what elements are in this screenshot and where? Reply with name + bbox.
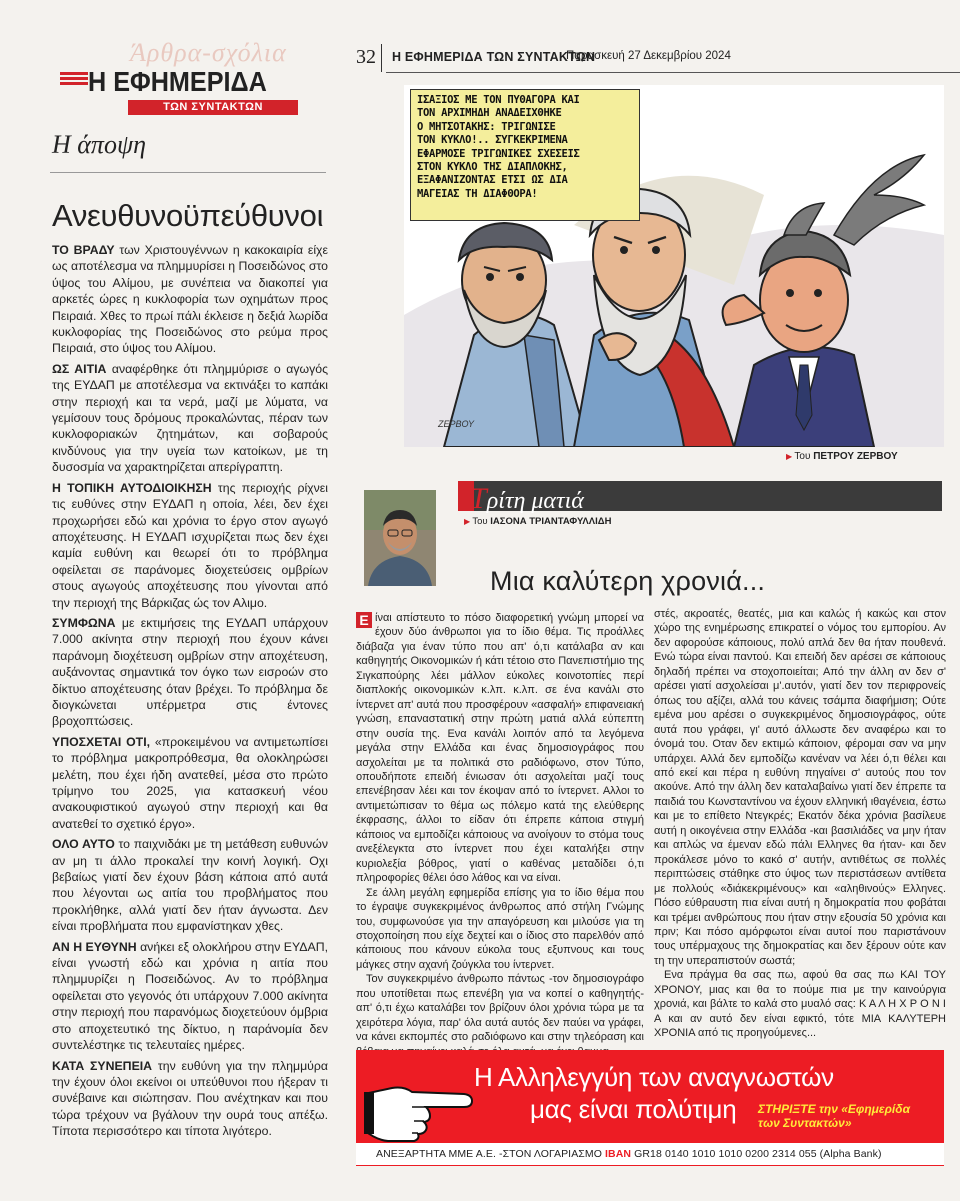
paragraph-text: το παιχνιδάκι με τη μετάθεση ευθυνών αν μη τι άλλο προκαλεί την κοινή λογική. Οχι βεβαίως γιατί δεν έχουν βάση κάποια από αυτά που λέγονται ως αιτία του προβλήματος που προκλήθηκε, αλλά γιατί δεν ήταν άγνωστα. Δεν είναι προβλήματα που εμφανίστηκαν χθες. (52, 837, 328, 934)
opinion-column-2 (654, 607, 946, 1041)
opinion-paragraph: στές, ακροατές, θεατές, μια και καλώς ή κακώς και στον χώρο της ενημέρωσης επικρατεί ο νόμος του εμπορίου. Αν δεν αφορούσε κάποιους, πολύ απλά δεν θα ήταν πουθενά. Ενώ τώρα είναι παντού. Και επειδή δεν αρέσει σε κάποιους δηλαδή πρέπει να στοχοποιείται; Από την άλλη αν δεν σ' αρέσει γιατί ασχολείσαι μ'.αυτόν, γιατί δεν τον περιφρονείς όπως του αξίζει, αλλά του κάνεις τσάμπα διαφήμιση; Ούτε εμένα μου αρέσει ο συγκεκριμένος δημοσιογράφος, ούτε αυτά που γράφει, γι' αυτό άλλωστε δεν αναφέρω και το όνομά του. Οταν δεν εκτιμώ κάποιον, φέρομαι σαν να μην υπάρχει. Αλλά δεν εμποδίζω κανέναν να λέει ό,τι θέλει και από εκεί και πέρα η ευθύνη πηγαίνει σ' αυτούς που τον ακούνε. Από την άλλη δεν καταλαβαίνω γιατί δεν έπρεπε τα παιδιά του Κωνσταντίνου να έχουν ελληνική ιθαγένεια, έστω και με το επίθετο Ντεγκρές; Εκατόν δέκα χρόνια βασίλευε αυτή η οικογένεια στην Ελλάδα -και βασιλιάδες να μην ήταν και απλώς να έμεναν εδώ πάλι Ελληνες θα ήταν- και δεν προκάλεσε μόνο το κακό σ' αυτήν, αντιθέτως σε πολλές περιπτώσεις στάθηκε στο ύψος των περιστάσεων αντίθετα με πολλούς «διάκεκριμένους» και «αληθινούς» Ελληνες. Πόσο εύθραυστη πια είναι αυτή η δημοκρατία που φοβάται και τρέμει ανθρώπους που ήταν στην εξουσία 50 χρόνια και πριν; Και πόσο αμόρφωτοι είναι αυτοί που παριστάνουν τους υπέρμαχους της δημοκρατίας και δεν ξέρουν ούτε καν τη την υπεραπιστούν σωστά; (654, 608, 946, 967)
running-head-title: Η ΕΦΗΜΕΡΙΔΑ ΤΩΝ ΣΥΝΤΑΚΤΩΝ (392, 50, 596, 64)
opinion-column-1 (356, 611, 644, 1059)
iban-label: IBAN (605, 1148, 632, 1160)
bubble-line: ΕΞΑΦΑΝΙΖΟΝΤΑΣ ΕΤΣΙ ΩΣ ΔΙΑ (417, 174, 568, 187)
paragraph-text: της περιοχής ρίχνει τις ευθύνες στην ΕΥΔΑΠ η οποία, λέει, δεν έχει προχωρήσει εδώ και χρόνια το έργο στον αγωγό αποχέτευσης. Η ΕΥΔΑΠ ισχυρίζεται πως δεν έχει καμία ευθύνη και θεωρεί ότι το πρόβλημα οφείλεται σε παράνομες διοχετεύσεις ομβρίων στους αγωγούς αποχέτευσης που γίνονται από την περιοχή της Βάρκιζας ώς τον Αλιμο. (52, 480, 328, 610)
paragraph-text: ίναι απίστευτο το πόσο διαφορετική γνώμη μπορεί να έχουν δύο άνθρωποι για το ίδιο θέμα. Τις προάλλες διάβαζα για έναν τύπο που απ' ό,τι κατάλαβα αν και καθηγητής Οικονομικών ή κάτι τέτοιο στο Πανεπιστήμιο της Σιγκαπούρης λέει μάλλον εύκολες κοινοτοπίες περί διαπλοκής οικονομικών κ.λπ. κ.λπ. σε ένα κανάλι στο ίντερνετ απ' αυτά που προσφέρουν «ασφαλή» επιφανειακή γνώση, επαναστατική στην πρώτη ματιά αλλά εύπεπτη στην ουσία της. Ενα κανάλι λοιπόν από τα λεγόμενα μεγάλα στην Ελλάδα και ένας δημοσιογράφος που ασχολείται με τα πολιτικά στο ραδιόφωνο, στον Τύπο, οπουδήποτε επειδή ένιωσαν ότι ασχολείται μαζί τους επενέβησαν λέει και τον έκοψαν από το ίντερνετ. Αλλοι το αντιμετώπισαν το θέμα ως πόλεμο κατά της ελεύθερης έκφρασης, άλλοι το είδαν ότι έπρεπε κάποια στιγμή κάποιος να εμποδίζει κάποιους να ανοίγουν το στόμα τους ανεξέλεγκτα στο ίντερνετ που έχει καταλήξει στην κυριολεξία βόθρος, γιατί ο καθένας μεταδίδει ό,τι πληροφορίες θέλει όσο λάθος και να είναι. (356, 612, 644, 885)
editorial-paragraph (52, 1058, 328, 1140)
credit-prefix: Του (794, 451, 814, 462)
column-title-initial: Τ (470, 482, 487, 515)
opinion-paragraph: Τον συγκεκριμένο άνθρωπο πάντως -τον δημοσιογράφο που υποτίθεται πως επενέβη για να κοπεί ο καθηγητής- απ' ό,τι έχω καταλάβει τον βρίζουν όλοι χρόνια τώρα με τα χειρότερα λόγια, παρ' όλα αυτά αυτός δεν παύει να γράφει, να κάνει εκπομπές στο ραδιόφωνο και στην τηλεόραση και (356, 973, 644, 1044)
divider (386, 72, 960, 73)
banner-headline-1: Η Αλληλεγγύη των αναγνωστών (474, 1062, 834, 1092)
drop-cap: Ε (356, 612, 372, 628)
editorial-paragraph (52, 480, 328, 611)
cartoon-credit (786, 451, 898, 462)
masthead-logo: Η ΕΦΗΜΕΡΙΔΑ (88, 66, 267, 97)
column-title (470, 482, 584, 516)
byline-name: ΙΑΣΟΝΑ ΤΡΙΑΝΤΑΦΥΛΛΙΔΗ (490, 516, 612, 527)
paragraph-text: των Χριστουγέννων η κακοκαιρία είχε ως αποτέλεσμα να πλημμυρίσει η Ποσειδώνος στο ύψος του Αλίμου, με συνέπεια να διακοπεί για αρκετές ώρες η κυκλοφορία των οχημάτων προς Πειραιά. Χθες το πρωί πάλι έκλεισε η δεξιά λωρίδα κυκλοφορίας της Ποσειδώνος στο ρεύμα προς Πειραιά, στο ύψος του Αλίμου. (52, 243, 328, 356)
paragraph-lead: ΑΝ Η ΕΥΘΥΝΗ (52, 939, 137, 954)
editorial-paragraph (52, 361, 328, 476)
solidarity-banner[interactable] (356, 1050, 944, 1166)
opinion-paragraph: Σε άλλη μεγάλη εφημερίδα επίσης για το ίδιο θέμα που το έγραψε συγκεκριμένος άνθρωπος από στήλη Γνώμης του, συμφωνούσε για την απαγόρευση και μιλούσε για τη στοχοποίηση που είχε δεχτεί και ο ίδιος στο παρελθόν από κάποιους που κάνουν εύκολα τους εξυπνους και τους μάγκες στην αχανή ζούγκλα του ίντερνετ. (356, 886, 644, 971)
credit-name: ΠΕΤΡΟΥ ΖΕΡΒΟΥ (813, 451, 898, 462)
bubble-line: ΜΑΓΕΙΑΣ ΤΗ ΔΙΑΦΘΟΡΑ! (417, 187, 538, 200)
triangle-bullet-icon: ▶ (464, 517, 473, 526)
banner-headline-2: μας είναι πολύτιμη (530, 1094, 737, 1124)
account-holder: ΑΝΕΞΑΡΤΗΤΑ ΜΜΕ Α.Ε. -ΣΤΟΝ ΛΟΓΑΡΙΑΣΜΟ (376, 1148, 606, 1160)
paragraph-text: με εκτιμήσεις της ΕΥΔΑΠ υπάρχουν 7.000 ακίνητα στην περιοχή που έχουν κάνει παράνομη διοχέτευση ομβρίων στην αποχέτευση, αυξάνοντας σημαντικά τον όγκο των εισροών στο δίκτυο αποχέτευσης όταν βρέχει. Το πρόβλημα δε διογκώνεται υπέρμετρα στις έντονες βροχοπτώσεις. (52, 615, 328, 729)
opinion-headline: Μια καλύτερη χρονιά... (490, 566, 766, 596)
ghost-section-title: Άρθρα-σχόλια (130, 38, 287, 67)
paragraph-text: «προκειμένου να αντιμετωπίσει το πρόβλημα μακροπρόθεσμα, θα ολοκληρώσει μελέτη, που έχει ήδη ανατεθεί, μέσα στο πρώτο τρίμηνο του 2025, για κατασκευή νέου ανακουφιστικού αγωγού στην περιοχή και θα ανατεθεί το σχετικό έργο». (52, 734, 328, 831)
masthead-subtitle: ΤΩΝ ΣΥΝΤΑΚΤΩΝ (128, 100, 298, 115)
bank-name: (Alpha Bank) (816, 1148, 882, 1160)
bubble-line: ΣΤΟΝ ΚΥΚΛΟ ΤΗΣ ΔΙΑΠΛΟΚΗΣ, (417, 161, 568, 174)
paragraph-text: αναφέρθηκε ότι πλημμύρισε ο αγωγός της ΕΥΔΑΠ με αποτέλεσμα να εκτινάξει το καπάκι στην περιοχή και τα νερά, μαζί με λύματα, να γεμίσουν τους δρόμους προκαλώντας, πέραν των κυκλοφοριακών ζητημάτων, και σοβαρούς κινδύνους για την υγεία των κατοίκων, με τη δυσοσμία να χαρακτηρίζεται απερίγραπτη. (52, 361, 328, 475)
divider (50, 172, 326, 173)
editorial-paragraph (52, 836, 328, 934)
bubble-line: ΤΟΝ ΑΡΧΙΜΗΔΗ ΑΝΑΔΕΙΧΘΗΚΕ (417, 107, 562, 120)
paragraph-lead: ΥΠΟΣΧΕΤΑΙ ΟΤΙ, (52, 734, 151, 749)
editorial-headline: Ανευθυνοϋπεύθυνοι (52, 198, 324, 233)
paragraph-lead: ΤΟ ΒΡΑΔΥ (52, 243, 115, 257)
author-portrait-image (364, 490, 436, 586)
paragraph-lead: Η ΤΟΠΙΚΗ ΑΥΤΟΔΙΟΙΚΗΣΗ (52, 480, 212, 495)
paragraph-text: την ευθύνη για την πλημμύρα την έχουν όλοι εκείνοι οι υπεύθυνοι που ήξεραν τι συνέβαινε και σιώπησαν. Που ανέχτηκαν και που τώρα τρέχουν να βγάλουν την ουρά τους απέξω. Τίποτα περισσότερο και τίποτα λιγότερο. (52, 1058, 328, 1139)
editorial-paragraph (52, 242, 328, 357)
column-title-rest: ρίτη ματιά (486, 488, 584, 514)
running-head-date: Παρασκευή 27 Δεκεμβρίου 2024 (566, 50, 731, 62)
opinion-paragraph: Ενα πράγμα θα σας πω, αφού θα σας πω ΚΑΙ ΤΟΥ ΧΡΟΝΟΥ, μιας και θα το πούμε πια με την καινούργια χρονιά, και βάλτε το καλά στο μυαλό σας: Κ Α Λ Η Χ Ρ Ο Ν Ι Α και αν αυτό δεν είναι εφικτό, τότε ΜΙΑ ΚΑΛΥΤΕΡΗ ΧΡΟΝΙΑ από τις προηγούμενες... (654, 969, 946, 1040)
paragraph-lead: ΟΛΟ ΑΥΤΟ (52, 837, 115, 852)
triangle-bullet-icon: ▶ (786, 452, 795, 461)
byline-prefix: Του (472, 516, 491, 527)
pointing-hand-icon (364, 1064, 474, 1142)
bank-account-line (376, 1148, 882, 1160)
editorial-body (52, 242, 328, 1144)
iban-number: GR18 0140 1010 1010 0200 2314 055 (631, 1148, 817, 1160)
divider (381, 44, 382, 72)
page-number: 32 (356, 46, 376, 68)
political-cartoon (404, 85, 944, 447)
author-byline (464, 516, 611, 527)
bubble-line: Ο ΜΗΤΣΟΤΑΚΗΣ: ΤΡΙΓΩΝΙΣΕ (417, 120, 556, 133)
bubble-line: ΙΣΑΞΙΟΣ ΜΕ ΤΟΝ ΠΥΘΑΓΟΡΑ ΚΑΙ (417, 94, 580, 106)
paragraph-lead: ΩΣ ΑΙΤΙΑ (52, 361, 107, 376)
cartoonist-signature: ΖΕΡΒΟΥ (438, 419, 475, 429)
editorial-paragraph (52, 615, 328, 730)
opinion-paragraph (356, 611, 644, 886)
bubble-line: ΤΟΝ ΚΥΚΛΟ!.. ΣΥΓΚΕΚΡΙΜΕΝΑ (417, 134, 568, 147)
section-label: Η άποψη (52, 130, 146, 159)
banner-call-to-action: ΣΤΗΡΙΞΤΕ την «Εφημερίδα των Συντακτών» (758, 1102, 911, 1130)
editorial-paragraph (52, 939, 328, 1054)
bubble-line: ΕΦΑΡΜΟΣΕ ΤΡΙΓΩΝΙΚΕΣ ΣΧΕΣΕΙΣ (417, 147, 580, 160)
editorial-column (0, 0, 340, 1201)
masthead-stripes-icon (60, 72, 88, 88)
speech-bubble (410, 89, 640, 221)
author-photo (364, 490, 436, 586)
paragraph-lead: ΚΑΤΑ ΣΥΝΕΠΕΙΑ (52, 1058, 153, 1073)
paragraph-lead: ΣΥΜΦΩΝΑ (52, 615, 116, 630)
paragraph-text: ανήκει εξ ολοκλήρου στην ΕΥΔΑΠ, είναι γνωστή εδώ και χρόνια η αιτία που πλημμυρίζει η Ποσειδώνος. Αν το πρόβλημα οφείλεται στο γεγονός ότι υπάρχουν 7.000 ακίνητα στην περιοχή που παρανόμως διοχετεύουν όμβρια στο αποχετευτικό της δίκτυο, η παράνομία δεν συντελέστηκε τις τελευταίες ημέρες. (52, 939, 328, 1053)
editorial-paragraph (52, 734, 328, 832)
